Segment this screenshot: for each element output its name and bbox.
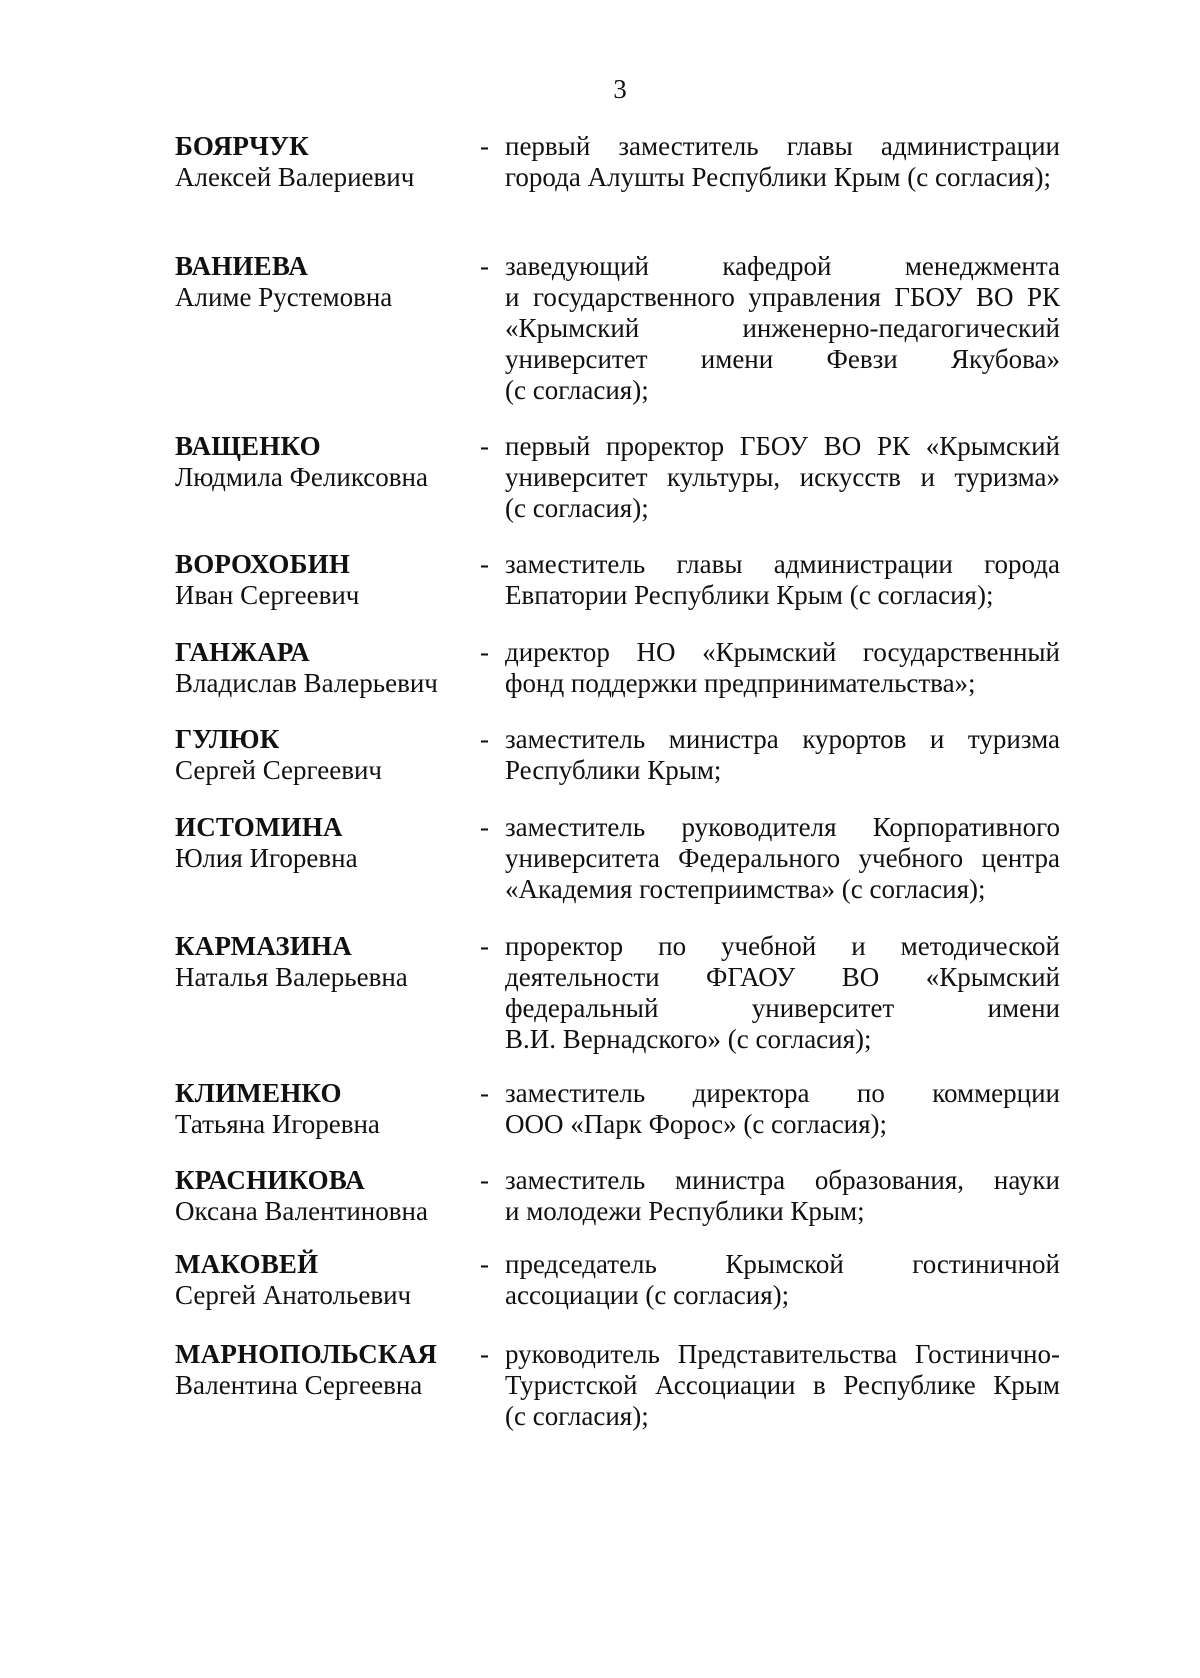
- member-surname: КАРМАЗИНА: [175, 931, 352, 961]
- separator-dash: -: [480, 549, 489, 579]
- position-line: ООО «Парк Форос» (с согласия);: [505, 1109, 888, 1139]
- member-name: [175, 931, 465, 993]
- position-line: (с согласия);: [505, 375, 649, 405]
- member-position: [505, 1078, 1060, 1140]
- member-surname: КЛИМЕНКО: [175, 1078, 342, 1108]
- member-position: [505, 251, 1060, 406]
- position-line: заместитель министра образования, науки: [505, 1165, 1060, 1195]
- separator-dash: -: [480, 131, 489, 161]
- member-name: [175, 431, 465, 493]
- member-position: [505, 1249, 1060, 1311]
- member-name: [175, 1249, 465, 1311]
- member-position: [505, 931, 1060, 1055]
- member-name: [175, 131, 465, 193]
- member-surname: ГУЛЮК: [175, 724, 280, 754]
- separator-dash: -: [480, 724, 489, 754]
- position-line: «Крымский инженерно-педагогический: [505, 313, 1060, 343]
- member-position: [505, 812, 1060, 905]
- member-surname: ИСТОМИНА: [175, 812, 343, 842]
- separator-dash: -: [480, 251, 489, 281]
- separator-dash: -: [480, 1078, 489, 1108]
- member-name: [175, 812, 465, 874]
- position-line: федеральный университет имени: [505, 993, 1060, 1023]
- separator-dash: -: [480, 1339, 489, 1369]
- member-given-names: Иван Сергеевич: [175, 580, 360, 610]
- member-given-names: Наталья Валерьевна: [175, 962, 408, 992]
- position-line: первый проректор ГБОУ ВО РК «Крымский: [505, 431, 1060, 461]
- position-line: заместитель министра курортов и туризма: [505, 724, 1060, 754]
- member-position: [505, 724, 1060, 786]
- position-line: и государственного управления ГБОУ ВО РК: [505, 282, 1060, 312]
- member-given-names: Юлия Игоревна: [175, 843, 358, 873]
- member-surname: ВАНИЕВА: [175, 251, 309, 281]
- member-given-names: Сергей Сергеевич: [175, 755, 383, 785]
- position-line: заместитель главы администрации города: [505, 549, 1060, 579]
- member-given-names: Татьяна Игоревна: [175, 1109, 380, 1139]
- position-line: председатель Крымской гостиничной: [505, 1249, 1060, 1279]
- member-given-names: Владислав Валерьевич: [175, 668, 438, 698]
- position-line: В.И. Вернадского» (с согласия);: [505, 1024, 872, 1054]
- member-surname: МАКОВЕЙ: [175, 1249, 319, 1279]
- position-line: Республики Крым;: [505, 755, 722, 785]
- member-surname: МАРНОПОЛЬСКАЯ: [175, 1339, 438, 1369]
- position-line: Евпатории Республики Крым (с согласия);: [505, 580, 994, 610]
- position-line: проректор по учебной и методической: [505, 931, 1060, 961]
- position-line: заместитель директора по коммерции: [505, 1078, 1060, 1108]
- member-surname: КРАСНИКОВА: [175, 1165, 365, 1195]
- position-line: университет имени Февзи Якубова»: [505, 344, 1060, 374]
- position-line: фонд поддержки предпринимательства»;: [505, 668, 976, 698]
- member-surname: БОЯРЧУК: [175, 131, 309, 161]
- separator-dash: -: [480, 1249, 489, 1279]
- member-name: [175, 549, 465, 611]
- member-given-names: Алиме Рустемовна: [175, 282, 393, 312]
- position-line: города Алушты Республики Крым (с согласия);: [505, 162, 1051, 192]
- member-position: [505, 1339, 1060, 1432]
- position-line: университета Федерального учебного центра: [505, 843, 1060, 873]
- position-line: Туристской Ассоциации в Республике Крым: [505, 1370, 1060, 1400]
- position-line: директор НО «Крымский государственный: [505, 637, 1060, 667]
- member-position: [505, 549, 1060, 611]
- position-line: ассоциации (с согласия);: [505, 1280, 790, 1310]
- member-position: [505, 131, 1060, 193]
- member-name: [175, 251, 465, 313]
- member-given-names: Оксана Валентиновна: [175, 1196, 428, 1226]
- position-line: (с согласия);: [505, 1401, 649, 1431]
- position-line: первый заместитель главы администрации: [505, 131, 1060, 161]
- member-surname: ВОРОХОБИН: [175, 549, 351, 579]
- member-name: [175, 724, 465, 786]
- separator-dash: -: [480, 431, 489, 461]
- member-surname: ГАНЖАРА: [175, 637, 310, 667]
- member-given-names: Валентина Сергеевна: [175, 1370, 423, 1400]
- position-line: университет культуры, искусств и туризма»: [505, 462, 1060, 492]
- position-line: руководитель Представительства Гостинично-: [505, 1339, 1060, 1369]
- separator-dash: -: [480, 931, 489, 961]
- member-name: [175, 1078, 465, 1140]
- member-name: [175, 637, 465, 699]
- member-name: [175, 1165, 465, 1227]
- member-position: [505, 431, 1060, 524]
- member-given-names: Людмила Феликсовна: [175, 462, 428, 492]
- member-given-names: Сергей Анатольевич: [175, 1280, 412, 1310]
- page-number: 3: [613, 74, 627, 104]
- member-name: [175, 1339, 465, 1401]
- separator-dash: -: [480, 637, 489, 667]
- member-surname: ВАЩЕНКО: [175, 431, 321, 461]
- position-line: деятельности ФГАОУ ВО «Крымский: [505, 962, 1060, 992]
- member-given-names: Алексей Валериевич: [175, 162, 415, 192]
- separator-dash: -: [480, 812, 489, 842]
- position-line: и молодежи Республики Крым;: [505, 1196, 865, 1226]
- member-position: [505, 1165, 1060, 1227]
- position-line: «Академия гостеприимства» (с согласия);: [505, 874, 986, 904]
- position-line: (с согласия);: [505, 493, 649, 523]
- position-line: заведующий кафедрой менеджмента: [505, 251, 1060, 281]
- separator-dash: -: [480, 1165, 489, 1195]
- position-line: заместитель руководителя Корпоративного: [505, 812, 1060, 842]
- member-position: [505, 637, 1060, 699]
